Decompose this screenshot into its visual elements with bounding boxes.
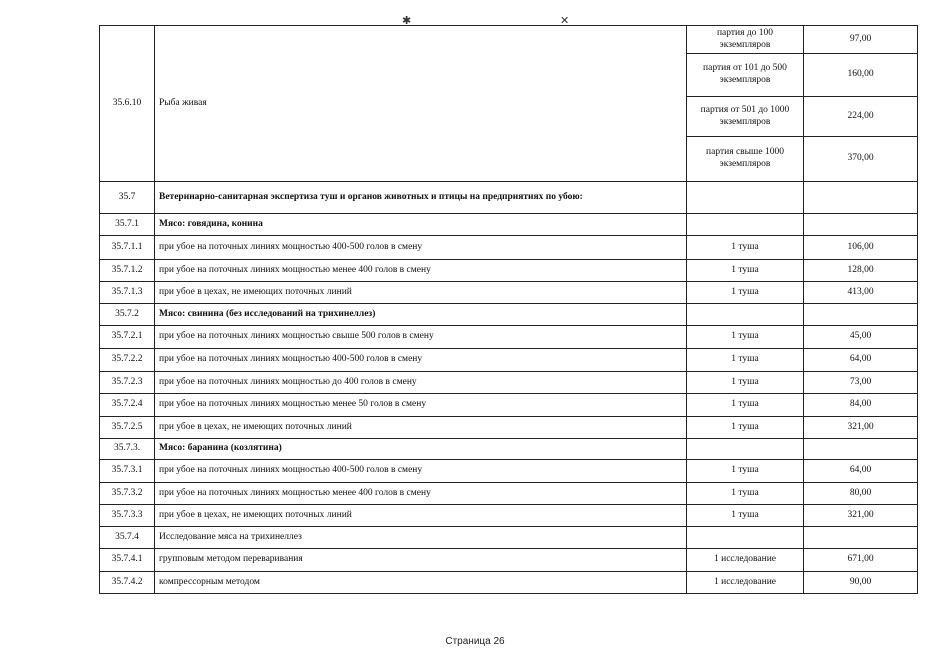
row-price	[804, 304, 918, 326]
row-code: 35.7.2.2	[100, 349, 155, 372]
row-code: 35.7.1.1	[100, 236, 155, 260]
row-unit	[687, 527, 804, 549]
row-name: групповым методом переваривания	[155, 549, 687, 572]
row-unit: 1 исследование	[687, 549, 804, 572]
row-price: 90,00	[804, 572, 918, 594]
table-row	[100, 572, 918, 594]
row-name: при убое в цехах, не имеющих поточных линий	[155, 505, 687, 527]
row-name: при убое на поточных линиях мощностью 400-500 голов в смену	[155, 460, 687, 483]
row-code: 35.7.2.4	[100, 394, 155, 417]
row-price: 224,00	[804, 97, 918, 137]
row-price: 80,00	[804, 483, 918, 505]
table-row	[100, 483, 918, 505]
row-price: 370,00	[804, 137, 918, 182]
price-table	[99, 25, 918, 594]
row-unit: 1 туша	[687, 260, 804, 282]
row-code: 35.7	[100, 182, 155, 214]
row-price: 321,00	[804, 417, 918, 439]
scan-mark-icon: ✱	[402, 14, 412, 27]
row-price: 128,00	[804, 260, 918, 282]
row-code: 35.7.4	[100, 527, 155, 549]
row-unit	[687, 304, 804, 326]
row-price	[804, 214, 918, 236]
row-name: при убое в цехах, не имеющих поточных линий	[155, 282, 687, 304]
row-unit: 1 туша	[687, 372, 804, 394]
row-price: 64,00	[804, 349, 918, 372]
row-code: 35.7.1.3	[100, 282, 155, 304]
row-code: 35.7.3.2	[100, 483, 155, 505]
row-code: 35.6.10	[100, 26, 155, 182]
table-row	[100, 236, 918, 260]
row-unit: 1 туша	[687, 394, 804, 417]
row-name: компрессорным методом	[155, 572, 687, 594]
row-name: при убое на поточных линиях мощностью менее 400 голов в смену	[155, 260, 687, 282]
row-name: Мясо: баранина (козлятина)	[155, 439, 687, 460]
row-name: при убое на поточных линиях мощностью менее 400 голов в смену	[155, 483, 687, 505]
row-price: 84,00	[804, 394, 918, 417]
row-unit: партия свыше 1000 экземпляров	[687, 137, 804, 182]
row-price: 321,00	[804, 505, 918, 527]
row-name: Мясо: говядина, конина	[155, 214, 687, 236]
row-price: 160,00	[804, 54, 918, 97]
table-row	[100, 527, 918, 549]
row-price	[804, 182, 918, 214]
section-row	[100, 304, 918, 326]
row-unit	[687, 439, 804, 460]
row-code: 35.7.1	[100, 214, 155, 236]
row-unit: 1 туша	[687, 326, 804, 349]
scan-mark-icon: ✕	[560, 14, 570, 27]
table-row	[100, 349, 918, 372]
row-name: при убое на поточных линиях мощностью до 400 голов в смену	[155, 372, 687, 394]
row-name: при убое в цехах, не имеющих поточных линий	[155, 417, 687, 439]
table-row	[100, 505, 918, 527]
table-row	[100, 26, 918, 54]
row-name: при убое на поточных линиях мощностью 400-500 голов в смену	[155, 236, 687, 260]
row-unit: 1 туша	[687, 505, 804, 527]
row-unit: 1 туша	[687, 460, 804, 483]
row-code: 35.7.1.2	[100, 260, 155, 282]
row-unit: партия до 100 экземпляров	[687, 26, 804, 54]
row-name: при убое на поточных линиях мощностью 400-500 голов в смену	[155, 349, 687, 372]
table-row	[100, 549, 918, 572]
row-unit: 1 туша	[687, 483, 804, 505]
page-number: Страница 26	[445, 636, 505, 647]
row-code: 35.7.3.3	[100, 505, 155, 527]
table-row	[100, 460, 918, 483]
row-price: 64,00	[804, 460, 918, 483]
row-code: 35.7.4.1	[100, 549, 155, 572]
row-name: Мясо: свинина (без исследований на трихинеллез)	[155, 304, 687, 326]
row-unit	[687, 182, 804, 214]
section-row	[100, 214, 918, 236]
row-unit: 1 исследование	[687, 572, 804, 594]
row-price	[804, 527, 918, 549]
table-row	[100, 326, 918, 349]
row-code: 35.7.2	[100, 304, 155, 326]
row-code: 35.7.3.1	[100, 460, 155, 483]
row-price: 413,00	[804, 282, 918, 304]
row-price: 73,00	[804, 372, 918, 394]
section-row	[100, 439, 918, 460]
row-code: 35.7.2.1	[100, 326, 155, 349]
row-code: 35.7.4.2	[100, 572, 155, 594]
row-unit: 1 туша	[687, 282, 804, 304]
row-code: 35.7.2.5	[100, 417, 155, 439]
row-price	[804, 439, 918, 460]
table-row	[100, 394, 918, 417]
row-code: 35.7.2.3	[100, 372, 155, 394]
row-unit: партия от 101 до 500 экземпляров	[687, 54, 804, 97]
row-code: 35.7.3.	[100, 439, 155, 460]
row-price: 671,00	[804, 549, 918, 572]
row-price: 106,00	[804, 236, 918, 260]
row-price: 97,00	[804, 26, 918, 54]
row-name: при убое на поточных линиях мощностью менее 50 голов в смену	[155, 394, 687, 417]
row-unit	[687, 214, 804, 236]
row-unit: 1 туша	[687, 236, 804, 260]
row-unit: партия от 501 до 1000 экземпляров	[687, 97, 804, 137]
row-price: 45,00	[804, 326, 918, 349]
table-row	[100, 417, 918, 439]
table-row	[100, 260, 918, 282]
section-row	[100, 182, 918, 214]
row-name: Ветеринарно-санитарная экспертиза туш и органов животных и птицы на предприятиях по убою:	[155, 182, 687, 214]
row-name: Исследование мяса на трихинеллез	[155, 527, 687, 549]
row-unit: 1 туша	[687, 417, 804, 439]
table-row	[100, 282, 918, 304]
row-unit: 1 туша	[687, 349, 804, 372]
row-name: при убое на поточных линиях мощностью свыше 500 голов в смену	[155, 326, 687, 349]
table-row	[100, 372, 918, 394]
row-name: Рыба живая	[155, 26, 687, 182]
